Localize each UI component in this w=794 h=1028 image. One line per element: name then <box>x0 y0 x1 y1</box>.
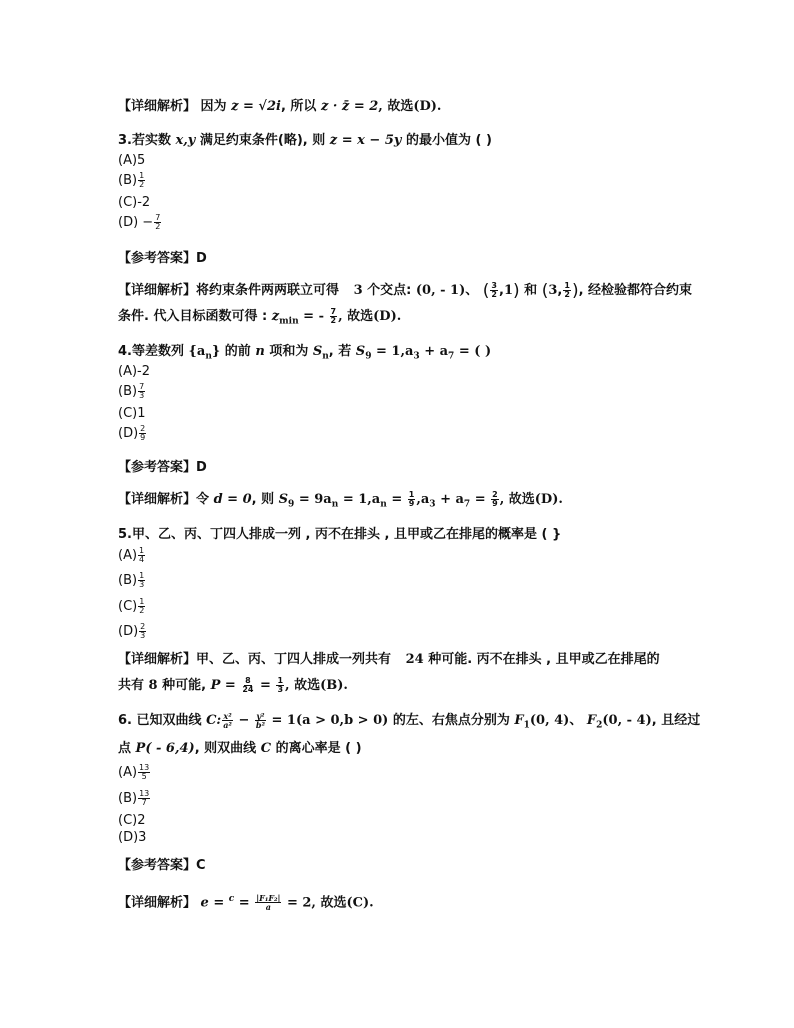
q6-option-b: (B) $\frac{13}{7}$ <box>118 789 150 807</box>
q2-analysis: 【详细解析】 因为 z = √2i, 所以 z · z̄ = 2, 故选(D). <box>118 99 442 114</box>
q6-analysis: 【详细解析】 e = $^c$ = $\frac{\text{|F₁F₂|}}{a}$ = 2, 故选(C). <box>118 893 374 913</box>
q4-option-c: (C)1 <box>118 406 146 421</box>
q3-option-a: (A)5 <box>118 153 146 168</box>
q5-stem: 5.甲、乙、丙、丁四人排成一列 , 丙不在排头 , 且甲或乙在排尾的概率是 ( } <box>118 527 562 542</box>
q3-option-b: (B) $\frac{1}{2}$ <box>118 171 145 189</box>
q4-stem: 4.等差数列 $\{a_n\}$ 的前 n 项和为 $S_n$, 若 $S_9 = 1,a_3 + a_7$ = ( ) <box>118 344 492 362</box>
q5-option-b: (B) $\frac{1}{3}$ <box>118 571 145 589</box>
answer-label: 【参考答案】 <box>118 251 197 266</box>
q4-option-a: (A)-2 <box>118 364 151 379</box>
q5-option-d: (D) $\frac{2}{3}$ <box>118 622 146 640</box>
q6-option-d: (D)3 <box>118 830 147 845</box>
q6-stem-line2: 点 P( - 6,4), 则双曲线 C 的离心率是 ( ) <box>118 741 362 756</box>
q4-option-b: (B) $\frac{7}{3}$ <box>118 382 145 400</box>
q3-stem: 3.若实数 x,y 满足约束条件(略), 则 z = x − 5y 的最小值为 ( ) <box>118 133 492 148</box>
q6-answer: 【参考答案】C <box>118 858 206 873</box>
q4-answer: 【参考答案】D <box>118 460 207 475</box>
q6-stem-line1: 6. 已知双曲线 C: $\frac{\text{x²}}{\text{a²}}$ − $\frac{\text{y²}}{\text{b²}}$ = 1(a > 0,b > 0) 的左、右焦点分别为 $F_1(0$, 4)、 $F_2(0$, - 4), 且经过 <box>118 711 701 731</box>
detail-label: 【详细解析】 <box>118 99 197 114</box>
q4-analysis: 【详细解析】令 d = 0, 则 $S_9 = 9a_n = 1,a_n$ = $\frac{1}{9}$ $,a_3 + a_7$ = $\frac{2}{9}$ , 故选(D). <box>118 490 563 510</box>
q3-analysis-line2: 条件. 代入目标函数可得 : $z_{min}$ = - $\frac{7}{2}$ , 故选(D). <box>118 307 402 327</box>
q3-option-c: (C)-2 <box>118 195 151 210</box>
q4-option-d: (D) $\frac{2}{9}$ <box>118 424 146 442</box>
q5-analysis-line2: 共有 8 种可能, P = $\frac{8}{24}$ = $\frac{1}{3}$ , 故选(B). <box>118 676 348 694</box>
q5-analysis-line1: 【详细解析】甲、乙、丙、丁四人排成一列共有 24 种可能. 丙不在排头 , 且甲或乙在排尾的 <box>118 652 660 667</box>
q3-analysis-line1: 【详细解析】将约束条件两两联立可得 3 个交点: (0, - 1)、 ( $\frac{3}{2}$ ,1) 和 (3, $\frac{1}{2}$ ), 经检验都符合约束 <box>118 281 693 301</box>
q5-option-c: (C) $\frac{1}{2}$ <box>118 597 145 615</box>
q5-option-a: (A) $\frac{1}{4}$ <box>118 546 145 564</box>
q6-option-c: (C)2 <box>118 813 146 828</box>
q6-option-a: (A) $\frac{13}{5}$ <box>118 763 150 781</box>
q3-answer: 【参考答案】D <box>118 251 207 266</box>
q3-option-d: (D) − $\frac{7}{2}$ <box>118 213 161 231</box>
